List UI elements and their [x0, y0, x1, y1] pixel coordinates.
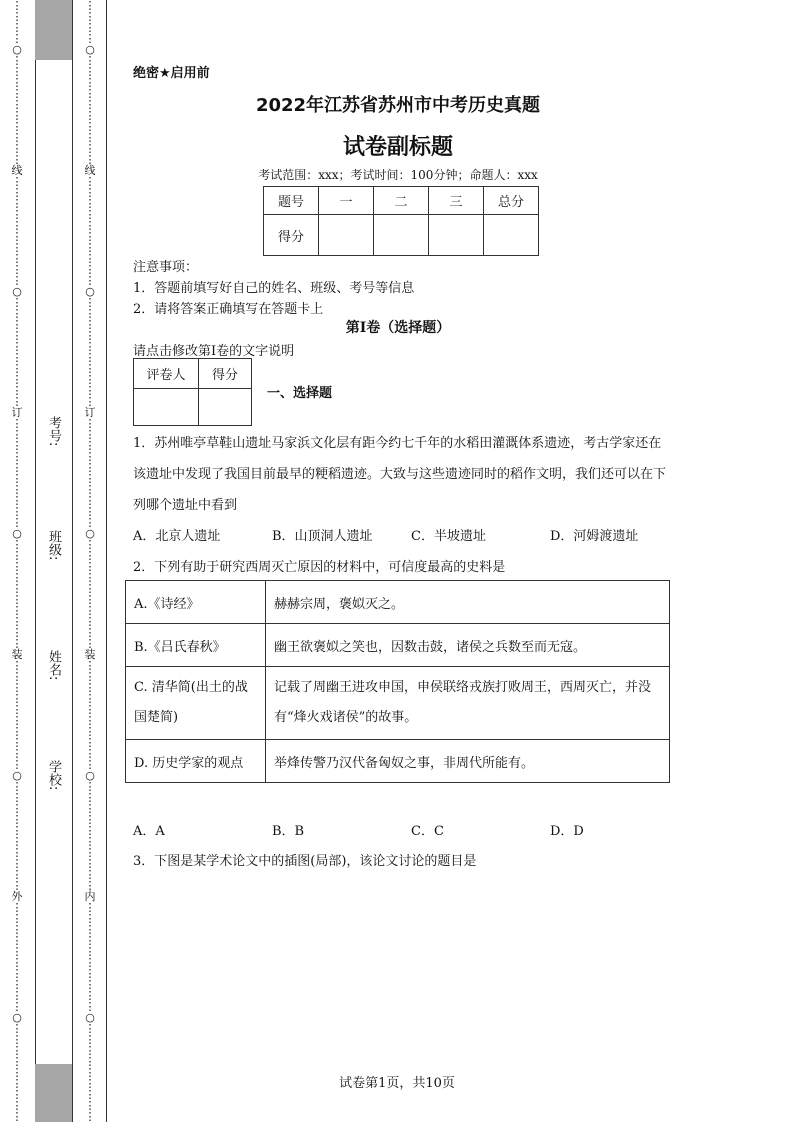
seal-dot: ⋮ — [11, 373, 23, 386]
seal-dot: ⋮ — [84, 340, 96, 353]
seal-dot: ⋮ — [11, 461, 23, 474]
seal-dot: ⋮ — [84, 615, 96, 628]
seal-dot: ⋮ — [11, 494, 23, 507]
seal-dot: ⋮ — [84, 681, 96, 694]
seal-dot: ⋮ — [84, 912, 96, 925]
seal-dot: ⋮ — [11, 747, 23, 760]
seal-dot: ⋮ — [11, 780, 23, 793]
seal-dot: ⋮ — [84, 131, 96, 144]
seal-dot: ⋮ — [11, 1077, 23, 1090]
seal-dot: ⋮ — [84, 879, 96, 892]
seal-dot: ⋮ — [11, 197, 23, 210]
seal-dot: ⋮ — [11, 802, 23, 815]
seal-dot: ⋮ — [84, 439, 96, 452]
seal-dot: ⋮ — [84, 351, 96, 364]
seal-dot: ⋮ — [11, 560, 23, 573]
seal-dot: ⋮ — [84, 1088, 96, 1101]
score-cell[interactable] — [319, 215, 374, 256]
seal-dot: ⋮ — [84, 241, 96, 254]
seal-mark: 线 — [11, 164, 23, 177]
seal-dot: ⋮ — [11, 450, 23, 463]
seal-dot: ⋮ — [84, 505, 96, 518]
seal-dot: ⋮ — [11, 395, 23, 408]
seal-dot: ⋮ — [84, 494, 96, 507]
seal-dot: ⋮ — [84, 945, 96, 958]
seal-dot: ⋮ — [84, 659, 96, 672]
seal-dot: ⋮ — [84, 571, 96, 584]
seal-dot: ⋮ — [84, 307, 96, 320]
seal-dot: ⋮ — [84, 450, 96, 463]
seal-dot: ⋮ — [11, 604, 23, 617]
seal-dot: ⋮ — [11, 329, 23, 342]
seal-mark: ○ — [12, 527, 22, 540]
score-cell[interactable] — [484, 215, 539, 256]
seal-dot: ⋮ — [11, 901, 23, 914]
score-table — [263, 186, 539, 256]
seal-dot: ⋮ — [11, 758, 23, 771]
seal-dot: ⋮ — [84, 868, 96, 881]
seal-dot: ⋮ — [84, 417, 96, 430]
seal-dot: ⋮ — [84, 824, 96, 837]
seal-dot: ⋮ — [11, 1055, 23, 1068]
seal-dot: ⋮ — [84, 560, 96, 573]
margin-divider — [72, 0, 73, 1122]
seal-mark: 线 — [84, 164, 96, 177]
seal-dot: ⋮ — [11, 428, 23, 441]
seal-dot: ⋮ — [11, 307, 23, 320]
question-1: 1．苏州唯亭草鞋山遗址马家浜文化层有距今约七千年的水稻田灌溉体系遗迹，考古学家还在该遗址中发现了我国目前最早的粳稻遗迹。大致与这些遗迹同时的稻作文明，我们还可以在下列哪个遗址中看到 — [133, 436, 667, 513]
seal-dot: ⋮ — [84, 54, 96, 67]
seal-dot: ⋮ — [11, 0, 23, 12]
seal-dot: ⋮ — [11, 879, 23, 892]
material-source: B.《吕氏春秋》 — [126, 624, 266, 667]
seal-mark: 装 — [11, 648, 23, 661]
seal-dot: ⋮ — [11, 76, 23, 89]
gray-band-top — [35, 0, 72, 60]
material-content: 记载了周幽王进攻申国，申侯联络戎族打败周王，西周灭亡，并没有“烽火戏诸侯”的故事。 — [266, 667, 670, 740]
seal-dot: ⋮ — [11, 153, 23, 166]
seal-dot: ⋮ — [84, 1022, 96, 1035]
seal-mark: ○ — [85, 285, 95, 298]
seal-dot: ⋮ — [11, 615, 23, 628]
seal-dot: ⋮ — [11, 703, 23, 716]
q2-option-c[interactable]: C．C — [411, 824, 444, 839]
field-label-exam-number: 考号: — [46, 416, 61, 447]
field-label-school: 学校: — [46, 760, 61, 791]
seal-dot: ⋮ — [11, 142, 23, 155]
q1-option-d[interactable]: D．河姆渡遗址 — [550, 529, 639, 544]
seal-dot: ⋮ — [11, 945, 23, 958]
question-2: 2．下列有助于研究西周灭亡原因的材料中，可信度最高的史料是 — [133, 560, 506, 575]
note-item: 1．答题前填写好自己的姓名、班级、考号等信息 — [133, 281, 415, 296]
seal-dot: ⋮ — [11, 186, 23, 199]
section-title: 一、选择题 — [267, 386, 333, 401]
seal-dot: ⋮ — [11, 978, 23, 991]
seal-dot: ⋮ — [11, 483, 23, 496]
seal-dot: ⋮ — [11, 1099, 23, 1112]
material-source: C. 清华简(出土的战国楚简) — [126, 667, 266, 740]
seal-mark: 订 — [11, 406, 23, 419]
seal-dot: ⋮ — [84, 934, 96, 947]
seal-dot: ⋮ — [84, 604, 96, 617]
seal-mark: ○ — [12, 1011, 22, 1024]
seal-dot: ⋮ — [11, 439, 23, 452]
seal-dot: ⋮ — [84, 637, 96, 650]
seal-dot: ⋮ — [84, 175, 96, 188]
seal-dot: ⋮ — [84, 956, 96, 969]
seal-dot: ⋮ — [84, 967, 96, 980]
q2-option-a[interactable]: A．A — [133, 824, 165, 839]
seal-dot: ⋮ — [84, 1000, 96, 1013]
seal-mark: ○ — [85, 43, 95, 56]
seal-dot: ⋮ — [11, 98, 23, 111]
seal-dot: ⋮ — [11, 1033, 23, 1046]
seal-dot: ⋮ — [84, 1110, 96, 1122]
seal-dot: ⋮ — [84, 1066, 96, 1079]
seal-dot: ⋮ — [84, 1044, 96, 1057]
seal-dot: ⋮ — [11, 1066, 23, 1079]
seal-dot: ⋮ — [11, 65, 23, 78]
note-item: 2．请将答案正确填写在答题卡上 — [133, 302, 324, 317]
seal-dot: ⋮ — [84, 538, 96, 551]
outer-seal-line — [10, 0, 24, 1122]
seal-dot: ⋮ — [84, 846, 96, 859]
seal-dot: ⋮ — [11, 692, 23, 705]
seal-dot: ⋮ — [84, 670, 96, 683]
score-row-label: 得分 — [264, 215, 319, 256]
seal-dot: ⋮ — [11, 670, 23, 683]
field-label-class: 班级: — [46, 530, 61, 561]
seal-dot: ⋮ — [11, 54, 23, 67]
q2-material-table — [125, 580, 670, 783]
seal-mark: 装 — [84, 648, 96, 661]
seal-dot: ⋮ — [11, 846, 23, 859]
seal-dot: ⋮ — [84, 186, 96, 199]
exam-title: 2022年江苏省苏州市中考历史真题 — [255, 95, 541, 116]
seal-dot: ⋮ — [84, 813, 96, 826]
seal-dot: ⋮ — [84, 923, 96, 936]
seal-mark: 内 — [84, 890, 96, 903]
seal-dot: ⋮ — [84, 274, 96, 287]
score-cell[interactable] — [374, 215, 429, 256]
page-footer: 试卷第1页，共10页 — [339, 1076, 455, 1091]
seal-mark: 订 — [84, 406, 96, 419]
seal-dot: ⋮ — [84, 98, 96, 111]
margin-divider — [106, 0, 107, 1122]
seal-mark: 外 — [11, 890, 23, 903]
seal-dot: ⋮ — [11, 934, 23, 947]
seal-dot: ⋮ — [11, 274, 23, 287]
seal-dot: ⋮ — [11, 923, 23, 936]
q1-option-a[interactable]: A．北京人遗址 — [133, 529, 221, 544]
seal-dot: ⋮ — [84, 857, 96, 870]
seal-dot: ⋮ — [11, 109, 23, 122]
seal-dot: ⋮ — [11, 967, 23, 980]
seal-dot: ⋮ — [11, 791, 23, 804]
seal-dot: ⋮ — [84, 153, 96, 166]
seal-dot: ⋮ — [84, 516, 96, 529]
seal-dot: ⋮ — [84, 802, 96, 815]
seal-dot: ⋮ — [84, 395, 96, 408]
seal-mark: ○ — [85, 769, 95, 782]
seal-dot: ⋮ — [11, 725, 23, 738]
seal-dot: ⋮ — [11, 736, 23, 749]
seal-dot: ⋮ — [84, 1077, 96, 1090]
seal-dot: ⋮ — [84, 758, 96, 771]
score-header: 总分 — [484, 187, 539, 215]
seal-dot: ⋮ — [11, 626, 23, 639]
q2-option-b[interactable]: B．B — [272, 824, 305, 839]
seal-dot: ⋮ — [11, 549, 23, 562]
seal-dot: ⋮ — [84, 835, 96, 848]
seal-dot: ⋮ — [84, 461, 96, 474]
seal-dot: ⋮ — [11, 1000, 23, 1013]
seal-dot: ⋮ — [84, 373, 96, 386]
seal-dot: ⋮ — [84, 219, 96, 232]
seal-dot: ⋮ — [11, 1110, 23, 1122]
score-cell[interactable] — [429, 215, 484, 256]
grader-table — [133, 358, 252, 426]
seal-dot: ⋮ — [11, 659, 23, 672]
seal-dot: ⋮ — [11, 516, 23, 529]
seal-dot: ⋮ — [11, 219, 23, 232]
seal-dot: ⋮ — [84, 252, 96, 265]
seal-dot: ⋮ — [11, 824, 23, 837]
seal-dot: ⋮ — [84, 714, 96, 727]
seal-dot: ⋮ — [11, 1044, 23, 1057]
score-header: 一 — [319, 187, 374, 215]
seal-dot: ⋮ — [11, 835, 23, 848]
seal-dot: ⋮ — [11, 681, 23, 694]
seal-dot: ⋮ — [84, 21, 96, 34]
seal-dot: ⋮ — [84, 1055, 96, 1068]
seal-dot: ⋮ — [11, 384, 23, 397]
q1-option-c[interactable]: C．半坡遗址 — [411, 529, 486, 544]
seal-mark: ○ — [12, 769, 22, 782]
seal-dot: ⋮ — [11, 230, 23, 243]
exam-info: 考试范围：xxx；考试时间：100分钟；命题人：xxx — [258, 168, 538, 182]
part-description[interactable]: 请点击修改第I卷的文字说明 — [133, 344, 295, 359]
seal-dot: ⋮ — [84, 472, 96, 485]
seal-dot: ⋮ — [11, 362, 23, 375]
notes-title: 注意事项： — [133, 260, 199, 275]
seal-dot: ⋮ — [11, 538, 23, 551]
seal-dot: ⋮ — [11, 318, 23, 331]
seal-dot: ⋮ — [84, 428, 96, 441]
seal-dot: ⋮ — [11, 120, 23, 133]
seal-dot: ⋮ — [84, 725, 96, 738]
seal-dot: ⋮ — [84, 263, 96, 276]
seal-dot: ⋮ — [84, 703, 96, 716]
seal-dot: ⋮ — [84, 197, 96, 210]
secret-mark: 绝密★启用前 — [133, 66, 210, 81]
seal-dot: ⋮ — [11, 956, 23, 969]
margin-divider — [35, 0, 36, 1122]
seal-dot: ⋮ — [84, 593, 96, 606]
material-content: 赫赫宗周，褒姒灭之。 — [266, 581, 670, 624]
seal-mark: ○ — [12, 43, 22, 56]
seal-dot: ⋮ — [11, 241, 23, 254]
grader-score-cell[interactable] — [199, 389, 252, 426]
seal-dot: ⋮ — [84, 318, 96, 331]
seal-dot: ⋮ — [84, 87, 96, 100]
material-source: A.《诗经》 — [126, 581, 266, 624]
seal-dot: ⋮ — [11, 571, 23, 584]
grader-header: 评卷人 — [134, 359, 199, 389]
seal-dot: ⋮ — [11, 296, 23, 309]
seal-dot: ⋮ — [11, 868, 23, 881]
seal-dot: ⋮ — [11, 1022, 23, 1035]
seal-dot: ⋮ — [84, 109, 96, 122]
question-3: 3．下图是某学术论文中的插图(局部)，该论文讨论的题目是 — [133, 854, 477, 869]
seal-dot: ⋮ — [11, 87, 23, 100]
seal-dot: ⋮ — [84, 208, 96, 221]
seal-dot: ⋮ — [11, 1088, 23, 1101]
seal-dot: ⋮ — [84, 901, 96, 914]
grader-cell[interactable] — [134, 389, 199, 426]
seal-dot: ⋮ — [11, 131, 23, 144]
seal-dot: ⋮ — [84, 1033, 96, 1046]
seal-dot: ⋮ — [84, 549, 96, 562]
seal-dot: ⋮ — [11, 208, 23, 221]
seal-dot: ⋮ — [11, 857, 23, 870]
inner-seal-line — [83, 0, 97, 1122]
seal-dot: ⋮ — [84, 0, 96, 12]
seal-dot: ⋮ — [11, 175, 23, 188]
seal-dot: ⋮ — [84, 1099, 96, 1112]
seal-dot: ⋮ — [11, 32, 23, 45]
seal-mark: ○ — [85, 1011, 95, 1024]
seal-dot: ⋮ — [84, 747, 96, 760]
seal-dot: ⋮ — [84, 736, 96, 749]
seal-mark: ○ — [85, 527, 95, 540]
seal-dot: ⋮ — [11, 813, 23, 826]
seal-dot: ⋮ — [84, 10, 96, 23]
seal-dot: ⋮ — [84, 483, 96, 496]
seal-dot: ⋮ — [11, 252, 23, 265]
seal-dot: ⋮ — [11, 912, 23, 925]
seal-dot: ⋮ — [84, 65, 96, 78]
seal-dot: ⋮ — [84, 791, 96, 804]
seal-dot: ⋮ — [11, 637, 23, 650]
part-title: 第I卷（选择题） — [345, 320, 451, 336]
material-content: 举烽传警乃汉代备匈奴之事，非周代所能有。 — [266, 740, 670, 783]
seal-dot: ⋮ — [84, 76, 96, 89]
score-header: 三 — [429, 187, 484, 215]
seal-dot: ⋮ — [84, 989, 96, 1002]
seal-dot: ⋮ — [11, 989, 23, 1002]
q1-option-b[interactable]: B．山顶洞人遗址 — [272, 529, 373, 544]
seal-dot: ⋮ — [84, 362, 96, 375]
seal-dot: ⋮ — [84, 296, 96, 309]
seal-dot: ⋮ — [11, 10, 23, 23]
seal-dot: ⋮ — [84, 384, 96, 397]
seal-dot: ⋮ — [11, 340, 23, 353]
seal-dot: ⋮ — [11, 472, 23, 485]
seal-dot: ⋮ — [84, 582, 96, 595]
material-content: 幽王欲褒姒之笑也，因数击鼓，诸侯之兵数至而无寇。 — [266, 624, 670, 667]
seal-mark: ○ — [12, 285, 22, 298]
seal-dot: ⋮ — [84, 120, 96, 133]
score-header: 二 — [374, 187, 429, 215]
seal-dot: ⋮ — [84, 142, 96, 155]
seal-dot: ⋮ — [84, 32, 96, 45]
seal-dot: ⋮ — [11, 714, 23, 727]
seal-dot: ⋮ — [11, 263, 23, 276]
seal-dot: ⋮ — [11, 21, 23, 34]
seal-dot: ⋮ — [84, 329, 96, 342]
exam-subtitle: 试卷副标题 — [342, 135, 453, 160]
seal-dot: ⋮ — [84, 230, 96, 243]
grader-score-header: 得分 — [199, 359, 252, 389]
seal-dot: ⋮ — [11, 417, 23, 430]
material-source: D. 历史学家的观点 — [126, 740, 266, 783]
seal-dot: ⋮ — [84, 626, 96, 639]
seal-dot: ⋮ — [11, 505, 23, 518]
score-header: 题号 — [264, 187, 319, 215]
seal-dot: ⋮ — [11, 582, 23, 595]
seal-dot: ⋮ — [11, 593, 23, 606]
seal-dot: ⋮ — [84, 780, 96, 793]
binding-margin — [0, 0, 108, 1122]
field-label-name: 姓名: — [46, 650, 61, 681]
seal-dot: ⋮ — [84, 692, 96, 705]
seal-dot: ⋮ — [84, 978, 96, 991]
q2-option-d[interactable]: D．D — [550, 824, 584, 839]
seal-dot: ⋮ — [11, 351, 23, 364]
